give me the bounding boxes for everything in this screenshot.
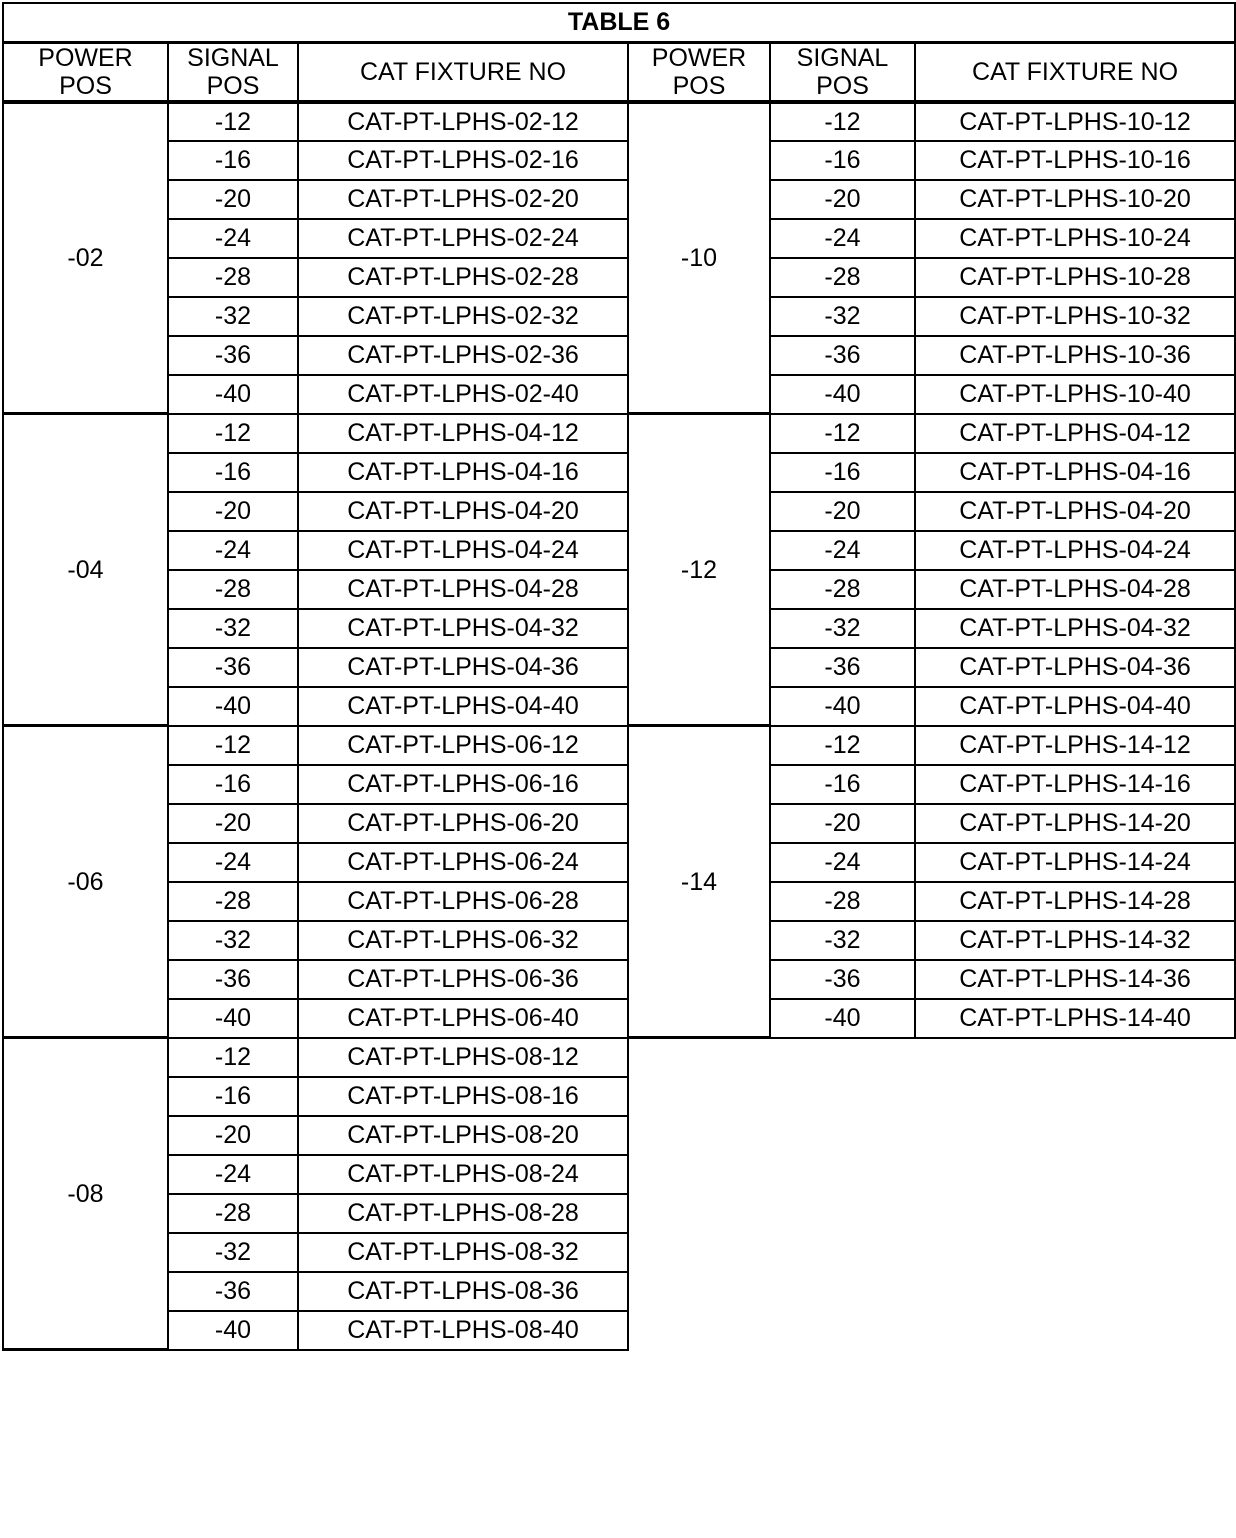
- signal-pos-right: -36: [770, 336, 915, 375]
- table-title: TABLE 6: [3, 3, 1235, 42]
- table-row: [3, 453, 1235, 492]
- cat-fixture-no-right: CAT-PT-LPHS-14-40: [915, 999, 1235, 1038]
- header-signal-pos-right: [770, 42, 915, 102]
- cat-fixture-no-left: CAT-PT-LPHS-08-12: [298, 1038, 628, 1077]
- signal-pos-right: -24: [770, 219, 915, 258]
- header-signal-pos-right-line1: SIGNAL: [796, 43, 889, 72]
- signal-pos-left: -40: [168, 999, 298, 1038]
- cat-fixture-no-right: CAT-PT-LPHS-14-28: [915, 882, 1235, 921]
- empty-right-cell: [628, 1311, 1235, 1350]
- signal-pos-left: -16: [168, 1077, 298, 1116]
- cat-fixture-no-left: CAT-PT-LPHS-04-32: [298, 609, 628, 648]
- signal-pos-left: -12: [168, 102, 298, 141]
- document-page: [0, 2, 1236, 1538]
- signal-pos-left: -28: [168, 258, 298, 297]
- table-row: [3, 492, 1235, 531]
- cat-fixture-no-left: CAT-PT-LPHS-04-16: [298, 453, 628, 492]
- empty-right-cell: [628, 1155, 1235, 1194]
- signal-pos-left: -12: [168, 414, 298, 453]
- signal-pos-left: -24: [168, 531, 298, 570]
- cat-fixture-no-left: CAT-PT-LPHS-06-32: [298, 921, 628, 960]
- cat-fixture-no-right: CAT-PT-LPHS-10-28: [915, 258, 1235, 297]
- cat-fixture-no-left: CAT-PT-LPHS-08-16: [298, 1077, 628, 1116]
- header-cat-fixture-no-left: CAT FIXTURE NO: [298, 42, 628, 102]
- table-row: [3, 1038, 1235, 1077]
- signal-pos-left: -40: [168, 1311, 298, 1350]
- cat-fixture-no-left: CAT-PT-LPHS-02-16: [298, 141, 628, 180]
- signal-pos-right: -24: [770, 843, 915, 882]
- cat-fixture-no-left: CAT-PT-LPHS-02-28: [298, 258, 628, 297]
- table-row: [3, 180, 1235, 219]
- table-row: [3, 648, 1235, 687]
- cat-fixture-no-left: CAT-PT-LPHS-02-12: [298, 102, 628, 141]
- empty-right-cell: [628, 1116, 1235, 1155]
- table-row: [3, 1194, 1235, 1233]
- cat-fixture-no-right: CAT-PT-LPHS-04-28: [915, 570, 1235, 609]
- cat-fixture-no-left: CAT-PT-LPHS-08-36: [298, 1272, 628, 1311]
- signal-pos-left: -32: [168, 609, 298, 648]
- cat-fixture-no-right: CAT-PT-LPHS-14-36: [915, 960, 1235, 999]
- signal-pos-left: -28: [168, 570, 298, 609]
- cat-fixture-no-right: CAT-PT-LPHS-14-20: [915, 804, 1235, 843]
- signal-pos-left: -36: [168, 1272, 298, 1311]
- table-row: [3, 609, 1235, 648]
- header-power-pos-left: [3, 42, 168, 102]
- cat-fixture-no-left: CAT-PT-LPHS-08-24: [298, 1155, 628, 1194]
- signal-pos-right: -20: [770, 492, 915, 531]
- table-row: [3, 102, 1235, 141]
- signal-pos-left: -16: [168, 453, 298, 492]
- cat-fixture-no-left: CAT-PT-LPHS-04-20: [298, 492, 628, 531]
- signal-pos-left: -16: [168, 141, 298, 180]
- signal-pos-left: -28: [168, 882, 298, 921]
- power-pos-right--12: -12: [628, 414, 770, 726]
- signal-pos-left: -36: [168, 960, 298, 999]
- power-pos-left--06: -06: [3, 726, 168, 1038]
- signal-pos-left: -24: [168, 219, 298, 258]
- signal-pos-left: -24: [168, 843, 298, 882]
- cat-fixture-no-left: CAT-PT-LPHS-08-32: [298, 1233, 628, 1272]
- empty-right-cell: [628, 1194, 1235, 1233]
- cat-fixture-no-left: CAT-PT-LPHS-02-20: [298, 180, 628, 219]
- empty-right-cell: [628, 1038, 1235, 1077]
- table-row: [3, 258, 1235, 297]
- cat-fixture-no-left: CAT-PT-LPHS-04-40: [298, 687, 628, 726]
- power-pos-left--02: -02: [3, 102, 168, 414]
- table-row: [3, 414, 1235, 453]
- signal-pos-right: -12: [770, 726, 915, 765]
- table-6: [2, 2, 1236, 1351]
- cat-fixture-no-left: CAT-PT-LPHS-08-20: [298, 1116, 628, 1155]
- cat-fixture-no-left: CAT-PT-LPHS-02-40: [298, 375, 628, 414]
- cat-fixture-no-right: CAT-PT-LPHS-04-24: [915, 531, 1235, 570]
- signal-pos-right: -28: [770, 258, 915, 297]
- signal-pos-right: -24: [770, 531, 915, 570]
- cat-fixture-no-right: CAT-PT-LPHS-04-16: [915, 453, 1235, 492]
- header-power-pos-left-line1: POWER: [38, 43, 133, 72]
- power-pos-left--04: -04: [3, 414, 168, 726]
- cat-fixture-no-right: CAT-PT-LPHS-10-24: [915, 219, 1235, 258]
- signal-pos-right: -32: [770, 609, 915, 648]
- cat-fixture-no-right: CAT-PT-LPHS-04-36: [915, 648, 1235, 687]
- cat-fixture-no-left: CAT-PT-LPHS-04-24: [298, 531, 628, 570]
- signal-pos-right: -36: [770, 960, 915, 999]
- cat-fixture-no-right: CAT-PT-LPHS-04-32: [915, 609, 1235, 648]
- header-power-pos-right-line1: POWER: [651, 43, 747, 72]
- table-row: [3, 882, 1235, 921]
- header-signal-pos-left-line1: SIGNAL: [187, 43, 279, 72]
- cat-fixture-no-right: CAT-PT-LPHS-14-12: [915, 726, 1235, 765]
- signal-pos-right: -28: [770, 882, 915, 921]
- table-row: [3, 843, 1235, 882]
- signal-pos-right: -12: [770, 102, 915, 141]
- cat-fixture-no-right: CAT-PT-LPHS-04-20: [915, 492, 1235, 531]
- empty-right-cell: [628, 1233, 1235, 1272]
- signal-pos-right: -28: [770, 570, 915, 609]
- cat-fixture-no-right: CAT-PT-LPHS-14-16: [915, 765, 1235, 804]
- signal-pos-right: -36: [770, 648, 915, 687]
- signal-pos-right: -16: [770, 453, 915, 492]
- signal-pos-right: -40: [770, 375, 915, 414]
- table-row: [3, 1272, 1235, 1311]
- cat-fixture-no-left: CAT-PT-LPHS-02-24: [298, 219, 628, 258]
- table-row: [3, 1233, 1235, 1272]
- signal-pos-right: -40: [770, 999, 915, 1038]
- cat-fixture-no-right: CAT-PT-LPHS-10-36: [915, 336, 1235, 375]
- signal-pos-left: -36: [168, 648, 298, 687]
- header-power-pos-right: [628, 42, 770, 102]
- signal-pos-left: -12: [168, 1038, 298, 1077]
- table-row: [3, 570, 1235, 609]
- cat-fixture-no-right: CAT-PT-LPHS-14-24: [915, 843, 1235, 882]
- table-row: [3, 219, 1235, 258]
- table-row: [3, 1311, 1235, 1350]
- signal-pos-left: -16: [168, 765, 298, 804]
- signal-pos-left: -24: [168, 1155, 298, 1194]
- table-row: [3, 297, 1235, 336]
- power-pos-right--10: -10: [628, 102, 770, 414]
- signal-pos-left: -36: [168, 336, 298, 375]
- table-row: [3, 999, 1235, 1038]
- table-row: [3, 960, 1235, 999]
- signal-pos-right: -20: [770, 804, 915, 843]
- cat-fixture-no-left: CAT-PT-LPHS-06-20: [298, 804, 628, 843]
- table-row: [3, 336, 1235, 375]
- header-signal-pos-right-line2: POS: [816, 71, 869, 100]
- header-power-pos-left-line2: POS: [59, 71, 112, 100]
- signal-pos-left: -20: [168, 492, 298, 531]
- cat-fixture-no-left: CAT-PT-LPHS-08-28: [298, 1194, 628, 1233]
- power-pos-left--08: -08: [3, 1038, 168, 1350]
- signal-pos-right: -32: [770, 921, 915, 960]
- signal-pos-left: -40: [168, 375, 298, 414]
- table-row: [3, 141, 1235, 180]
- cat-fixture-no-left: CAT-PT-LPHS-06-16: [298, 765, 628, 804]
- cat-fixture-no-right: CAT-PT-LPHS-04-12: [915, 414, 1235, 453]
- signal-pos-right: -16: [770, 765, 915, 804]
- header-signal-pos-left: [168, 42, 298, 102]
- cat-fixture-no-left: CAT-PT-LPHS-02-32: [298, 297, 628, 336]
- signal-pos-right: -20: [770, 180, 915, 219]
- table-row: [3, 1077, 1235, 1116]
- empty-right-cell: [628, 1272, 1235, 1311]
- cat-fixture-no-left: CAT-PT-LPHS-04-36: [298, 648, 628, 687]
- signal-pos-right: -40: [770, 687, 915, 726]
- cat-fixture-no-right: CAT-PT-LPHS-14-32: [915, 921, 1235, 960]
- table-row: [3, 375, 1235, 414]
- table-row: [3, 687, 1235, 726]
- cat-fixture-no-right: CAT-PT-LPHS-10-12: [915, 102, 1235, 141]
- table-header-row: [3, 42, 1235, 102]
- cat-fixture-no-left: CAT-PT-LPHS-06-28: [298, 882, 628, 921]
- cat-fixture-no-right: CAT-PT-LPHS-10-32: [915, 297, 1235, 336]
- cat-fixture-no-left: CAT-PT-LPHS-06-40: [298, 999, 628, 1038]
- header-power-pos-right-line2: POS: [672, 71, 726, 100]
- signal-pos-left: -20: [168, 804, 298, 843]
- cat-fixture-no-left: CAT-PT-LPHS-06-12: [298, 726, 628, 765]
- signal-pos-left: -12: [168, 726, 298, 765]
- cat-fixture-no-left: CAT-PT-LPHS-04-12: [298, 414, 628, 453]
- table-row: [3, 804, 1235, 843]
- cat-fixture-no-left: CAT-PT-LPHS-04-28: [298, 570, 628, 609]
- table-row: [3, 1155, 1235, 1194]
- table-row: [3, 726, 1235, 765]
- table-row: [3, 921, 1235, 960]
- empty-right-cell: [628, 1077, 1235, 1116]
- signal-pos-left: -32: [168, 1233, 298, 1272]
- cat-fixture-no-right: CAT-PT-LPHS-10-20: [915, 180, 1235, 219]
- cat-fixture-no-left: CAT-PT-LPHS-06-36: [298, 960, 628, 999]
- cat-fixture-no-right: CAT-PT-LPHS-10-16: [915, 141, 1235, 180]
- table-row: [3, 531, 1235, 570]
- signal-pos-left: -32: [168, 297, 298, 336]
- signal-pos-left: -32: [168, 921, 298, 960]
- signal-pos-left: -20: [168, 1116, 298, 1155]
- table-body: [3, 3, 1235, 1350]
- table-title-row: [3, 3, 1235, 42]
- signal-pos-right: -16: [770, 141, 915, 180]
- signal-pos-right: -12: [770, 414, 915, 453]
- table-row: [3, 765, 1235, 804]
- signal-pos-left: -20: [168, 180, 298, 219]
- cat-fixture-no-right: CAT-PT-LPHS-10-40: [915, 375, 1235, 414]
- power-pos-right--14: -14: [628, 726, 770, 1038]
- header-cat-fixture-no-right: CAT FIXTURE NO: [915, 42, 1235, 102]
- signal-pos-left: -40: [168, 687, 298, 726]
- cat-fixture-no-left: CAT-PT-LPHS-06-24: [298, 843, 628, 882]
- cat-fixture-no-left: CAT-PT-LPHS-02-36: [298, 336, 628, 375]
- signal-pos-left: -28: [168, 1194, 298, 1233]
- table-row: [3, 1116, 1235, 1155]
- signal-pos-right: -32: [770, 297, 915, 336]
- cat-fixture-no-left: CAT-PT-LPHS-08-40: [298, 1311, 628, 1350]
- header-signal-pos-left-line2: POS: [206, 71, 260, 100]
- cat-fixture-no-right: CAT-PT-LPHS-04-40: [915, 687, 1235, 726]
